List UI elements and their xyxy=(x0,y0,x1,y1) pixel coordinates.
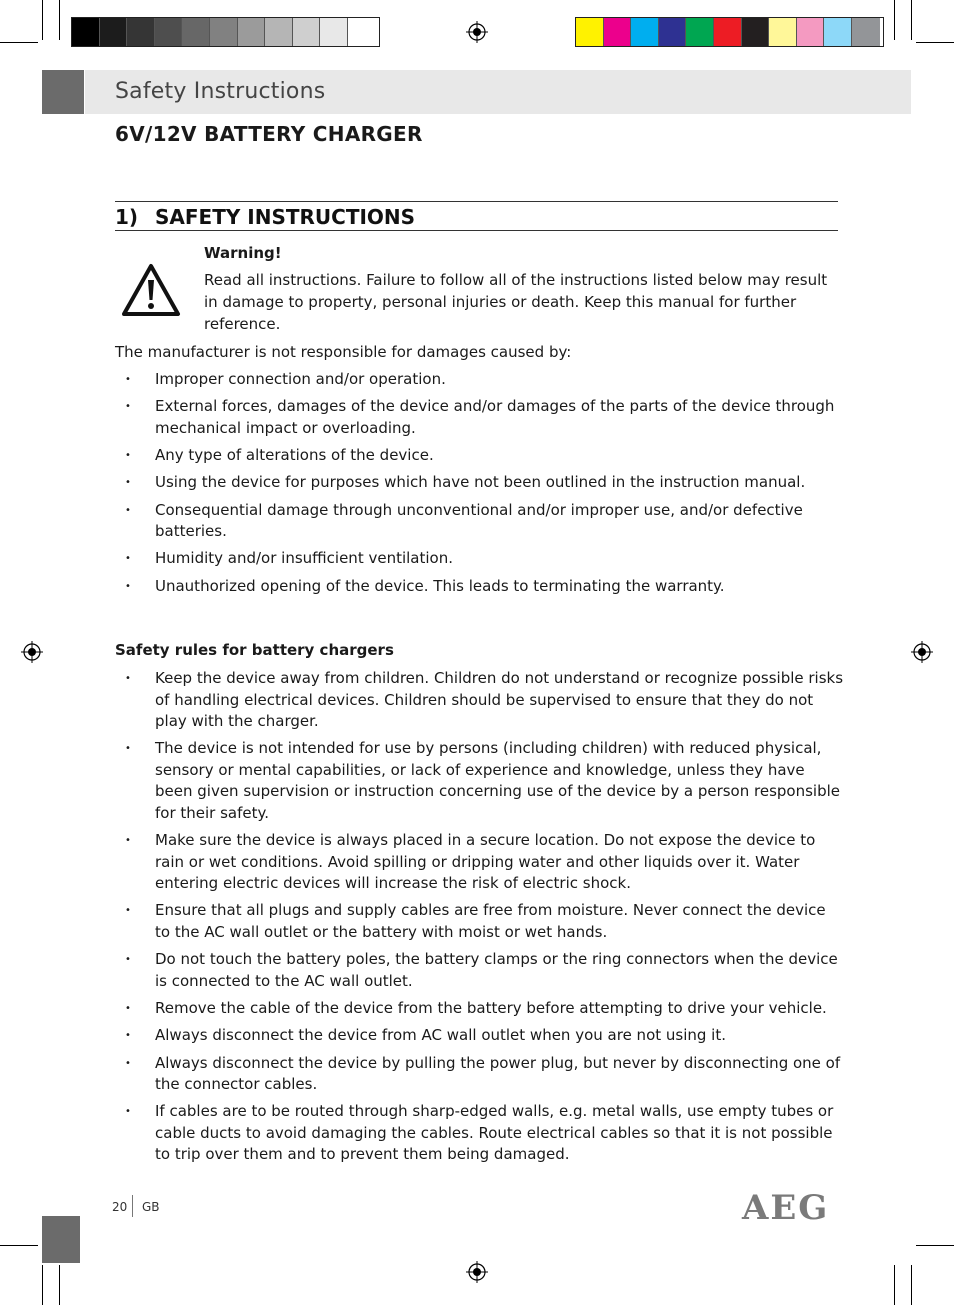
color-swatch xyxy=(72,18,100,46)
crop-mark xyxy=(42,0,43,40)
color-swatch xyxy=(742,18,770,46)
language-code: GB xyxy=(142,1200,160,1214)
color-swatch xyxy=(238,18,266,46)
color-swatch xyxy=(182,18,210,46)
registration-mark-icon xyxy=(21,641,43,663)
footer-tab xyxy=(42,1216,80,1263)
registration-mark-icon xyxy=(466,1261,488,1283)
list-item: • Any type of alterations of the device. xyxy=(115,445,845,467)
list-item: • Always disconnect the device from AC wall outlet when you are not using it. xyxy=(115,1025,845,1047)
color-swatch xyxy=(824,18,852,46)
color-swatch xyxy=(714,18,742,46)
list-item: • Always disconnect the device by pulling the power plug, but never by disconnecting one of the connector cables. xyxy=(115,1053,845,1096)
list-item: • Unauthorized opening of the device. This leads to terminating the warranty. xyxy=(115,576,845,598)
color-swatch xyxy=(797,18,825,46)
warning-heading: Warning! xyxy=(204,244,282,262)
color-swatch xyxy=(348,18,376,46)
manufacturer-intro: The manufacturer is not responsible for damages caused by: xyxy=(115,343,572,361)
color-swatch xyxy=(852,18,880,46)
section-rule-top xyxy=(115,201,838,202)
rules-heading: Safety rules for battery chargers xyxy=(115,641,394,659)
section-title: SAFETY INSTRUCTIONS xyxy=(155,205,416,229)
color-swatch xyxy=(320,18,348,46)
crop-mark xyxy=(59,1265,60,1305)
crop-mark xyxy=(0,1245,38,1246)
list-item: • Using the device for purposes which have not been outlined in the instruction manual. xyxy=(115,472,845,494)
document-title: 6V/12V BATTERY CHARGER xyxy=(115,122,423,146)
rules-list xyxy=(115,668,845,1172)
crop-mark xyxy=(911,0,912,40)
section-heading xyxy=(115,205,415,229)
header-tab xyxy=(42,70,84,114)
list-item: • The device is not intended for use by persons (including children) with reduced physical, sensory or mental capabilities, or lack of experience and knowledge, unless they have been given supervision or instruction concerning use of the device by a person responsible for their safety. xyxy=(115,738,845,824)
crop-mark xyxy=(894,1265,895,1305)
aeg-logo: AEG xyxy=(742,1188,830,1228)
manufacturer-list xyxy=(115,369,845,603)
crop-mark xyxy=(0,42,38,43)
page-number: 20 xyxy=(112,1200,128,1214)
color-swatch xyxy=(659,18,687,46)
list-item: • Improper connection and/or operation. xyxy=(115,369,845,391)
crop-mark xyxy=(916,1245,954,1246)
list-item: • Keep the device away from children. Children do not understand or recognize possible risks of handling electrical devices. Children should be supervised to ensure that they do not play with the charger. xyxy=(115,668,845,733)
registration-mark-icon xyxy=(911,641,933,663)
crop-mark xyxy=(42,1265,43,1305)
color-swatch xyxy=(576,18,604,46)
page-header-title: Safety Instructions xyxy=(115,79,326,104)
color-swatch xyxy=(686,18,714,46)
list-item: • Humidity and/or insufficient ventilation. xyxy=(115,548,845,570)
footer-divider xyxy=(132,1195,133,1217)
crop-mark xyxy=(911,1265,912,1305)
crop-mark xyxy=(916,42,954,43)
registration-mark-icon xyxy=(466,21,488,43)
color-swatch xyxy=(769,18,797,46)
list-item: • Make sure the device is always placed in a secure location. Do not expose the device to rain or wet conditions. Avoid spilling or dripping water and other liquids over it. Water entering electric devices will increase the risk of electric shock. xyxy=(115,830,845,895)
color-swatch xyxy=(631,18,659,46)
list-item: • Remove the cable of the device from the battery before attempting to drive your vehicle. xyxy=(115,998,845,1020)
crop-mark xyxy=(894,0,895,40)
section-number: 1) xyxy=(115,205,139,229)
list-item: • External forces, damages of the device and/or damages of the parts of the device through mechanical impact or overloading. xyxy=(115,396,845,439)
color-swatch xyxy=(210,18,238,46)
color-swatch xyxy=(604,18,632,46)
color-swatch xyxy=(127,18,155,46)
list-item: • Consequential damage through unconventional and/or improper use, and/or defective batteries. xyxy=(115,500,845,543)
list-item: • Ensure that all plugs and supply cables are free from moisture. Never connect the device to the AC wall outlet or the battery with moist or wet hands. xyxy=(115,900,845,943)
section-rule-bottom xyxy=(115,230,838,231)
color-swatch xyxy=(100,18,128,46)
color-swatch xyxy=(265,18,293,46)
color-swatch xyxy=(293,18,321,46)
warning-text: Read all instructions. Failure to follow all of the instructions listed below may result in damage to property, personal injuries or death. Keep this manual for further reference. xyxy=(204,271,828,333)
warning-triangle-icon xyxy=(121,263,181,317)
list-item: • If cables are to be routed through sharp-edged walls, e.g. metal walls, use empty tubes or cable ducts to avoid damaging the cables. Route electrical cables so that it is not possible to trip over them and to prevent them being damaged. xyxy=(115,1101,845,1166)
gray-color-bar xyxy=(71,17,380,47)
crop-mark xyxy=(59,0,60,40)
color-swatch xyxy=(155,18,183,46)
process-color-bar xyxy=(575,17,884,47)
list-item: • Do not touch the battery poles, the battery clamps or the ring connectors when the device is connected to the AC wall outlet. xyxy=(115,949,845,992)
